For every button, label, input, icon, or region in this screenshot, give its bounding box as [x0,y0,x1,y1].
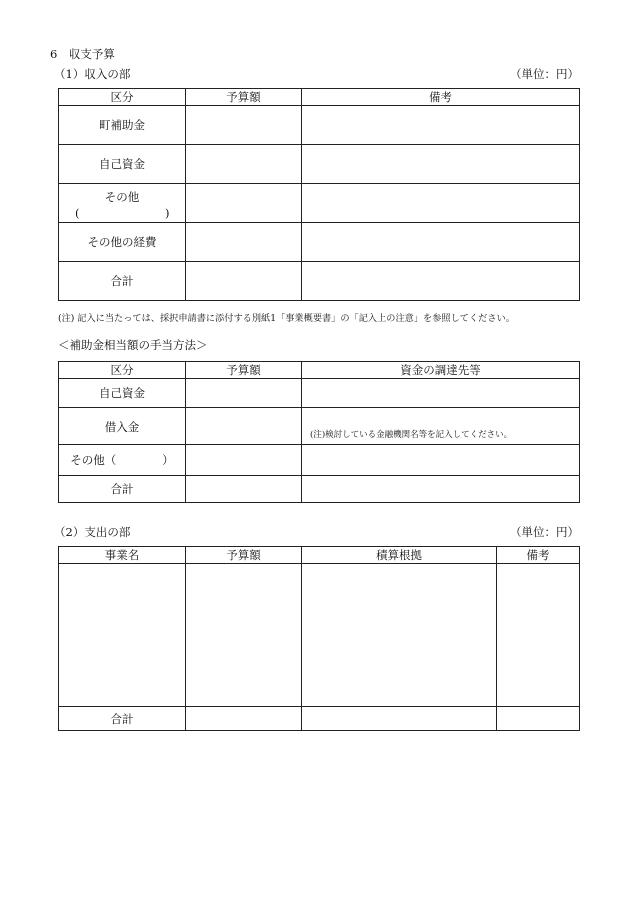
expenditure-col-project: 事業名 [59,547,186,564]
expenditure-col-remarks: 備考 [497,547,580,564]
income-budget-cell[interactable] [186,223,302,262]
income-row-other [59,184,186,223]
subsidy-table [58,361,580,503]
income-col-category: 区分 [59,89,186,106]
income-remarks-cell[interactable] [302,223,580,262]
income-row-total: 合計 [59,262,186,301]
income-budget-cell[interactable] [186,145,302,184]
income-col-remarks: 備考 [302,89,580,106]
subsidy-budget-cell[interactable] [186,445,302,476]
expenditure-unit: （単位：円） [510,525,579,539]
subsidy-col-source: 資金の調達先等 [302,362,580,379]
expenditure-basis-cell[interactable] [302,707,497,731]
subsidy-row-label: その他（ ） [59,445,186,476]
paren-open: ( [75,206,80,220]
expenditure-project-cell[interactable] [59,564,186,707]
expenditure-heading: （2）支出の部 [54,525,131,539]
income-budget-cell[interactable] [186,184,302,223]
expenditure-table [58,546,580,731]
income-remarks-cell[interactable] [302,184,580,223]
income-row-label: その他の経費 [59,223,186,262]
subsidy-col-budget: 予算額 [186,362,302,379]
section-title: 6 収支予算 [50,47,115,61]
income-table [58,88,580,301]
income-remarks-cell[interactable] [302,145,580,184]
subsidy-row-label: 借入金 [59,408,186,445]
subsidy-col-category: 区分 [59,362,186,379]
subsidy-source-cell[interactable] [302,379,580,408]
subsidy-source-cell[interactable] [302,445,580,476]
income-heading: （1）収入の部 [54,67,131,81]
income-col-budget: 予算額 [186,89,302,106]
subsidy-row-total: 合計 [59,476,186,503]
expenditure-col-basis: 積算根拠 [302,547,497,564]
expenditure-col-budget: 予算額 [186,547,302,564]
expenditure-remarks-cell[interactable] [497,707,580,731]
expenditure-budget-cell[interactable] [186,707,302,731]
paren-close: ) [165,206,170,220]
income-note: (注) 記入に当たっては、採択申請書に添付する別紙1「事業概要書」の「記入上の注意」を参照してください。 [58,313,515,324]
income-budget-cell[interactable] [186,106,302,145]
subsidy-budget-cell[interactable] [186,408,302,445]
subsidy-source-cell[interactable] [302,476,580,503]
expenditure-row-total: 合計 [59,707,186,731]
income-row-label: 町補助金 [59,106,186,145]
expenditure-remarks-cell[interactable] [497,564,580,707]
income-remarks-cell[interactable] [302,262,580,301]
loan-note: (注)検討している金融機関名等を記入してください。 [310,430,513,440]
income-remarks-cell[interactable] [302,106,580,145]
subsidy-budget-cell[interactable] [186,476,302,503]
subsidy-budget-cell[interactable] [186,379,302,408]
income-row-label: その他 [104,190,140,204]
income-row-label: 自己資金 [59,145,186,184]
subsidy-heading: ＜補助金相当額の手当方法＞ [58,338,208,352]
subsidy-row-label: 自己資金 [59,379,186,408]
expenditure-budget-cell[interactable] [186,564,302,707]
income-budget-cell[interactable] [186,262,302,301]
income-unit: （単位：円） [510,67,579,81]
subsidy-source-cell[interactable] [302,408,580,445]
expenditure-basis-cell[interactable] [302,564,497,707]
